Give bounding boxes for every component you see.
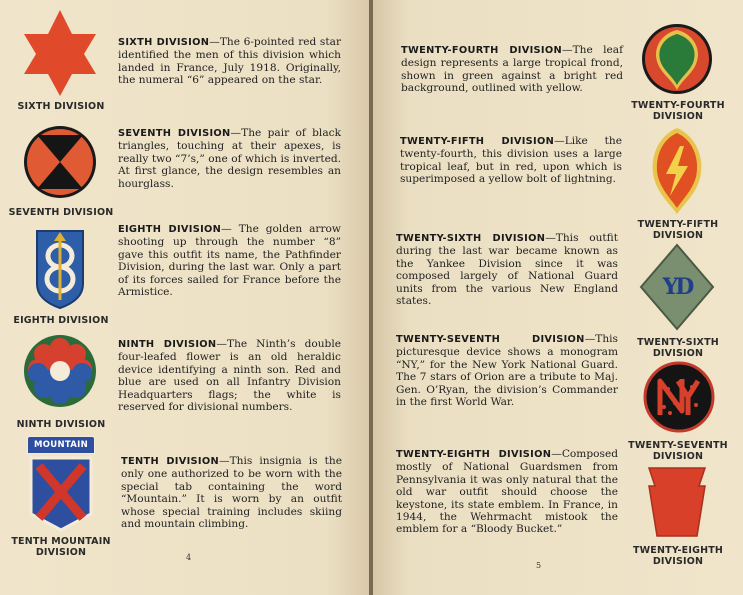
red-six-pointed-star-icon [22, 8, 98, 98]
twenty-sixth-body: —This outfit during the last war became known as the Yankee Division since it was composed largely of National Guard units from the various New England states. [396, 232, 618, 308]
tenth-division-body: —This insignia is the only one authorized to be worn with the special tab containing the word “Mountain.” It is worn by an outfit whose special training includes skiing and mountain climbing. [121, 455, 342, 531]
page-number-left: 4 [186, 553, 192, 562]
twenty-fourth-caption-line1: TWENTY-FOURTH [631, 100, 725, 111]
crossed-bayonets-patch-icon [27, 436, 95, 534]
twenty-fifth-body: —Like the twenty-fourth, this division uses a large tropical leaf, but in red, upon which is superimposed a yellow bolt of lightning. [400, 135, 622, 186]
hourglass-patch-icon [23, 121, 97, 203]
twenty-sixth-heading: TWENTY-SIXTH DIVISION [396, 233, 546, 244]
twenty-eighth-heading: TWENTY-EIGHTH DIVISION [396, 449, 552, 460]
twenty-fourth-caption-line2: DIVISION [652, 111, 704, 122]
twenty-sixth-caption-line1: TWENTY-SIXTH [637, 337, 719, 348]
twenty-fifth-heading: TWENTY-FIFTH DIVISION [400, 136, 555, 147]
twenty-eighth-caption-line1: TWENTY-EIGHTH [632, 545, 724, 556]
yd-monogram: YD [662, 274, 692, 300]
twenty-sixth-caption-line2: DIVISION [652, 348, 704, 359]
twenty-seventh-text [396, 333, 618, 408]
twenty-fourth-text [401, 44, 623, 95]
sixth-division-text [118, 36, 341, 87]
twenty-eighth-text [396, 448, 618, 536]
twenty-seventh-caption-line2: DIVISION [652, 451, 704, 462]
twenty-seventh-heading: TWENTY-SEVENTH DIVISION [396, 334, 585, 345]
twenty-seventh-caption-line1: TWENTY-SEVENTH [628, 440, 728, 451]
tenth-division-caption [8, 536, 114, 558]
yd-diamond-patch-icon [639, 243, 715, 331]
twenty-sixth-text [396, 232, 618, 307]
taro-leaf-patch-icon [640, 20, 714, 98]
eighth-division-caption: EIGHTH DIVISION [13, 315, 109, 326]
seventh-division-heading: SEVENTH DIVISION [118, 128, 231, 139]
twenty-fifth-caption-line1: TWENTY-FIFTH [637, 219, 719, 230]
keystone-patch-icon [645, 464, 709, 538]
twenty-fourth-body: —The leaf design represents a large tropical frond, shown in green against a bright red background, outlined with yellow. [401, 44, 623, 95]
page-number-right: 5 [536, 561, 542, 570]
ny-monogram-patch-icon [642, 359, 716, 435]
eighth-division-heading: EIGHTH DIVISION [118, 224, 222, 235]
twenty-fifth-text [400, 135, 622, 186]
pathfinder-shield-icon [34, 228, 86, 310]
seventh-division-body: —The pair of black triangles, touching at their apexes, is really two “7’s,” one of which is inverted. At first glance, the design resembles an hourglass. [118, 127, 341, 190]
seventh-division-text [118, 127, 341, 190]
tenth-division-heading: TENTH DIVISION [121, 456, 219, 467]
right-page [373, 0, 743, 595]
ninth-division-heading: NINTH DIVISION [118, 339, 217, 350]
twenty-seventh-body: —This picturesque device shows a monogram “NY,” for the New York National Guard. The 7 stars of Orion are a tribute to Maj. Gen. O’Ryan, the division’s Commander in the first World War. [396, 333, 618, 409]
ninth-division-body: —The Ninth’s double four-leafed flower is an old heraldic device identifying a ninth son. Red and blue are used on all Infantry Division Headquarters flags; the white is reserved for divisional numbers. [118, 338, 341, 414]
twenty-sixth-caption [623, 337, 733, 359]
eighth-division-body: — The golden arrow shooting up through the number “8” gave this outfit its name, the Pathfinder Division, during the last war. Only a part of its forces sailed for France before the Armistice. [118, 223, 342, 299]
sixth-division-heading: SIXTH DIVISION [118, 37, 210, 48]
ninth-division-text [118, 338, 341, 413]
twenty-fourth-caption [623, 100, 733, 122]
twenty-eighth-caption [623, 545, 733, 567]
tenth-caption-line1: TENTH MOUNTAIN [11, 536, 111, 547]
left-page [0, 0, 370, 595]
twenty-fourth-heading: TWENTY-FOURTH DIVISION [401, 45, 562, 56]
ninth-division-caption: NINTH DIVISION [16, 419, 106, 430]
tenth-division-text [121, 455, 342, 530]
twenty-eighth-caption-line2: DIVISION [652, 556, 704, 567]
tenth-caption-line2: DIVISION [35, 547, 87, 558]
sixth-division-caption: SIXTH DIVISION [17, 101, 105, 112]
twenty-fifth-caption-line2: DIVISION [652, 230, 704, 241]
mountain-tab: MOUNTAIN [27, 436, 95, 454]
seventh-division-caption: SEVENTH DIVISION [8, 207, 114, 218]
eighth-division-text [118, 223, 341, 298]
octofoil-patch-icon [22, 332, 98, 410]
sixth-division-body: —The 6-pointed red star identified the men of this division which landed in France, July 1918. Originally, the numeral “6” appeared on the star. [118, 36, 342, 87]
twenty-fifth-caption [623, 219, 733, 241]
lightning-leaf-patch-icon [646, 124, 708, 216]
twenty-eighth-body: —Composed mostly of National Guardsmen from Pennsylvania it was only natural that the old war outfit should choose the keystone, its state emblem. In France, in 1944, the Wehrmacht mistook the emblem for a “Bloody Bucket.” [396, 448, 618, 536]
twenty-seventh-caption [623, 440, 733, 462]
